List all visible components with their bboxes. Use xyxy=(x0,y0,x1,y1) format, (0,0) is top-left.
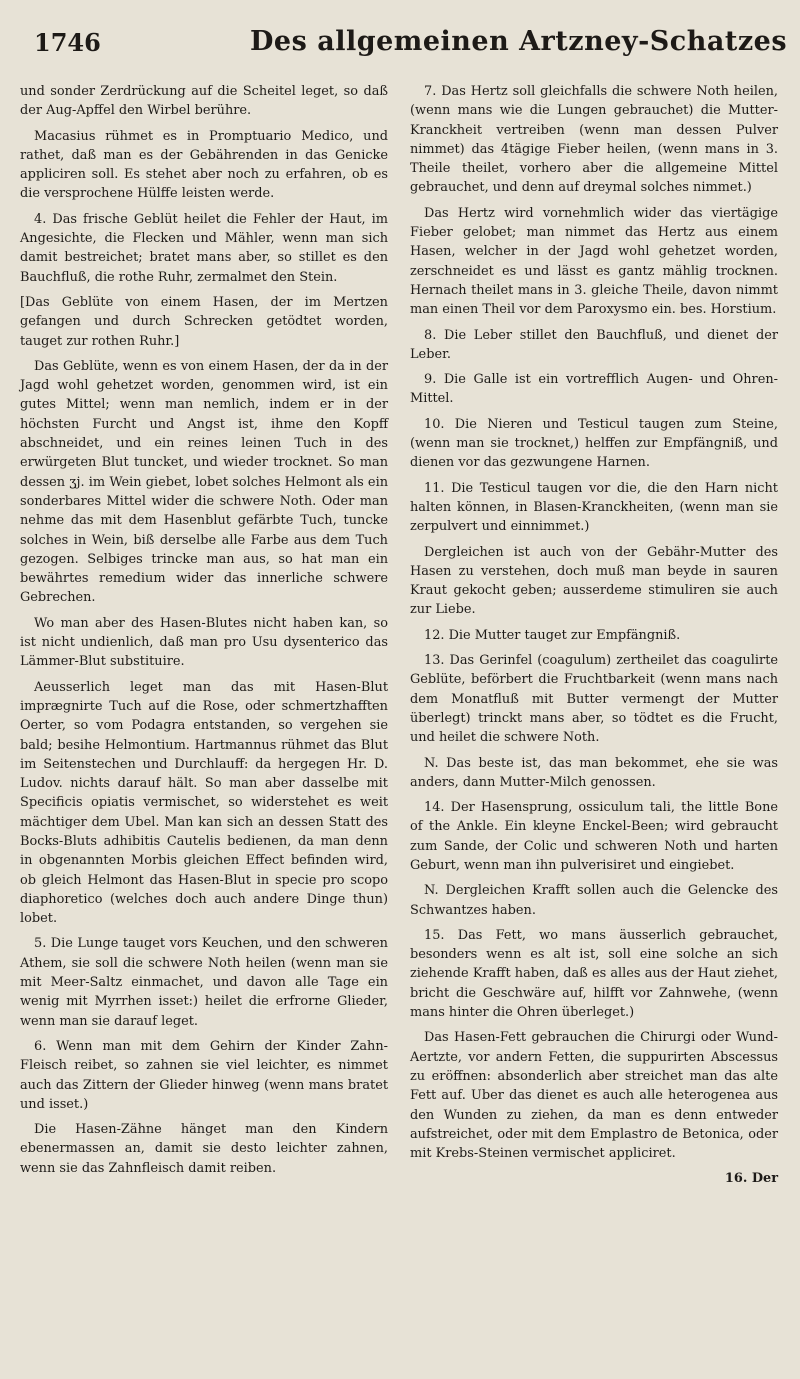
page-header xyxy=(20,14,788,76)
paragraph: 9. Die Galle ist ein vortrefflich Augen- und Ohren-Mittel. xyxy=(410,372,778,407)
paragraph: 12. Die Mutter tauget zur Empfängniß. xyxy=(424,627,681,643)
text-columns xyxy=(20,82,778,1189)
catchword: 16. Der xyxy=(724,1171,778,1187)
paragraph: [Das Geblüte von einem Hasen, der im Mertzen gefangen und durch Schrecken getödtet worden, tauget zur rothen Ruhr.] xyxy=(20,294,388,349)
right-column xyxy=(410,82,778,1189)
paragraph: Aeusserlich leget man das mit Hasen-Blut imprægnirte Tuch auf die Rose, oder schmertzhafften Oerter, so vom Podagra entstanden, so vergehen sie bald; besihe Helmontium. Hartmannus rühmet das Blut im Seitenstechen und Durchlauff: da hergegen Hr. D. Ludov. nichts darauf hält. So man aber dasselbe mit Specificis opiatis vermischet, so widerstehet es weit mächtiger dem Ubel. Man kan sich an dessen Statt des Bocks-Bluts adhibitis Cautelis bedienen, da man denn in obgenannten Morbis gleichen Effect befinden wird, ob gleich Helmont das Hasen-Blut in specie pro scopo diaphoretico (welches doch auch andere Dinge thun) lobet. xyxy=(20,679,388,927)
paragraph: Das Hasen-Fett gebrauchen die Chirurgi oder Wund-Aertzte, vor andern Fetten, die suppurirten Abscessus zu eröffnen: absonderlich aber streichet man das alte Fett auf. Uber das dienet es auch alle heterogenea aus den Wunden zu ziehen, da man es denn entweder aufstreichet, oder mit dem Emplastro de Betonica, oder mit Krebs-Steinen vermischet appliciret. xyxy=(410,1030,778,1162)
paragraph: 14. Der Hasensprung, ossiculum tali, the little Bone of the Ankle. Ein kleyne Enckel-Been; wird gebraucht zum Sande, der Colic und schweren Noth und harten Geburt, wenn man ihn pulverisiret und eingiebet. xyxy=(410,800,778,873)
running-title: Des allgemeinen Artzney-Schatzes xyxy=(250,26,788,57)
paragraph: 4. Das frische Geblüt heilet die Fehler der Haut, im Angesichte, die Flecken und Mähler, wenn man sich damit bestreichet; bratet mans aber, so stillet es den Bauchfluß, die rothe Ruhr, zermalmet den Stein. xyxy=(20,211,388,285)
paragraph: Dergleichen ist auch von der Gebähr-Mutter des Hasen zu verstehen, doch muß man beyde in sauren Kraut gekocht geben; ausserdeme stimuliren sie auch zur Liebe. xyxy=(410,544,778,618)
paragraph: Die Hasen-Zähne hänget man den Kindern ebenermassen an, damit sie desto leichter zahnen, wenn sie das Zahnfleisch damit reiben. xyxy=(20,1122,388,1176)
paragraph: 5. Die Lunge tauget vors Keuchen, und den schweren Athem, sie soll die schwere Noth heilen (wenn man sie mit Meer-Saltz einmachet, und davon alle Tage ein wenig mit Myrrhen isset:) heilet die erfrorne Glieder, wenn man sie darauf leget. xyxy=(20,936,388,1029)
paragraph: 6. Wenn man mit dem Gehirn der Kinder Zahn-Fleisch reibet, so zahnen sie viel leichter, es nimmet auch das Zittern der Glieder hinweg (wenn mans bratet und isset.) xyxy=(20,1038,388,1112)
paragraph: N. Dergleichen Krafft sollen auch die Gelencke des Schwantzes haben. xyxy=(410,883,778,918)
left-column xyxy=(20,82,388,1189)
paragraph: 15. Das Fett, wo mans äusserlich gebrauchet, besonders wenn es alt ist, soll eine solche an sich ziehende Krafft haben, daß es alles aus der Haut ziehet, bricht die Geschwäre auf, hilfft vor Zahnwehe, (wenn mans hinter die Ohren überleget.) xyxy=(410,927,778,1021)
paragraph: Wo man aber des Hasen-Blutes nicht haben kan, so ist nicht undienlich, daß man pro Usu dysenterico das Lämmer-Blut substituire. xyxy=(20,615,388,670)
paragraph: Das Hertz wird vornehmlich wider das viertägige Fieber gelobet; man nimmet das Hertz aus einem Hasen, welcher in der Jagd wohl gehetzet worden, zerschneidet es und lässt es gantz mählig trocknen. Hernach theilet mans in 3. gleiche Theile, davon nimmt man einen Theil vor dem Paroxysmo ein. bes. Horstium. xyxy=(410,205,778,318)
paragraph: 10. Die Nieren und Testicul taugen zum Steine, (wenn man sie trocknet,) helffen zur Empfängniß, und dienen vor das gezwungene Harnen. xyxy=(410,416,778,471)
paragraph: Macasius rühmet es in Promptuario Medico, und rathet, daß man es der Gebährenden in das Genicke appliciren soll. Es stehet aber noch zu erfahren, ob es die versprochene Hülffe leisten werde. xyxy=(20,128,388,202)
paragraph: und sonder Zerdrückung auf die Scheitel leget, so daß der Aug-Apffel den Wirbel berühre. xyxy=(20,84,388,119)
paragraph: 11. Die Testicul taugen vor die, die den Harn nicht halten können, in Blasen-Kranckheiten, (wenn man sie zerpulvert und einnimmet.) xyxy=(410,480,778,535)
page-number: 1746 xyxy=(34,28,101,57)
paragraph: 7. Das Hertz soll gleichfalls die schwere Noth heilen, (wenn mans wie die Lungen gebrauchet) die Mutter-Kranckheit vertreiben (wenn man dessen Pulver nimmet) das 4tägige Fieber heilen, (wenn mans in 3. Theile theilet, vorhero aber die allgemeine Mittel gebrauchet, und denn auf dreymal solches nimmet.) xyxy=(410,84,778,196)
paragraph: Das Geblüte, wenn es von einem Hasen, der da in der Jagd wohl gehetzet worden, genommen wird, ist ein gutes Mittel; wenn man nemlich, indem er in der höchsten Furcht und Angst ist, ihme den Kopff abschneidet, und ein reines leinen Tuch in des erwürgeten Blut tuncket, und wieder trocknet. So man dessen ʒj. im Wein giebet, lobet solches Helmont als ein sonderbares Mittel wider die schwere Noth. Oder man nehme das mit dem Hasenblut gefärbte Tuch, tuncke solches in Wein, biß derselbe alle Farbe aus dem Tuch gezogen. Selbiges trincke man aus, so hat man ein bewährtes remedium wider das innerliche schwere Gebrechen. xyxy=(20,358,388,606)
paragraph: 13. Das Gerinfel (coagulum) zertheilet das coagulirte Geblüte, beförbert die Fruchtbarkeit (wenn mans nach dem Monatfluß mit Butter vermengt der Mutter überlegt) trinckt mans aber, so tödtet es die Frucht, und heilet die schwere Noth. xyxy=(410,653,778,746)
paragraph: N. Das beste ist, das man bekommet, ehe sie was anders, dann Mutter-Milch genossen. xyxy=(410,755,778,790)
paragraph: 8. Die Leber stillet den Bauchfluß, und dienet der Leber. xyxy=(410,327,778,362)
